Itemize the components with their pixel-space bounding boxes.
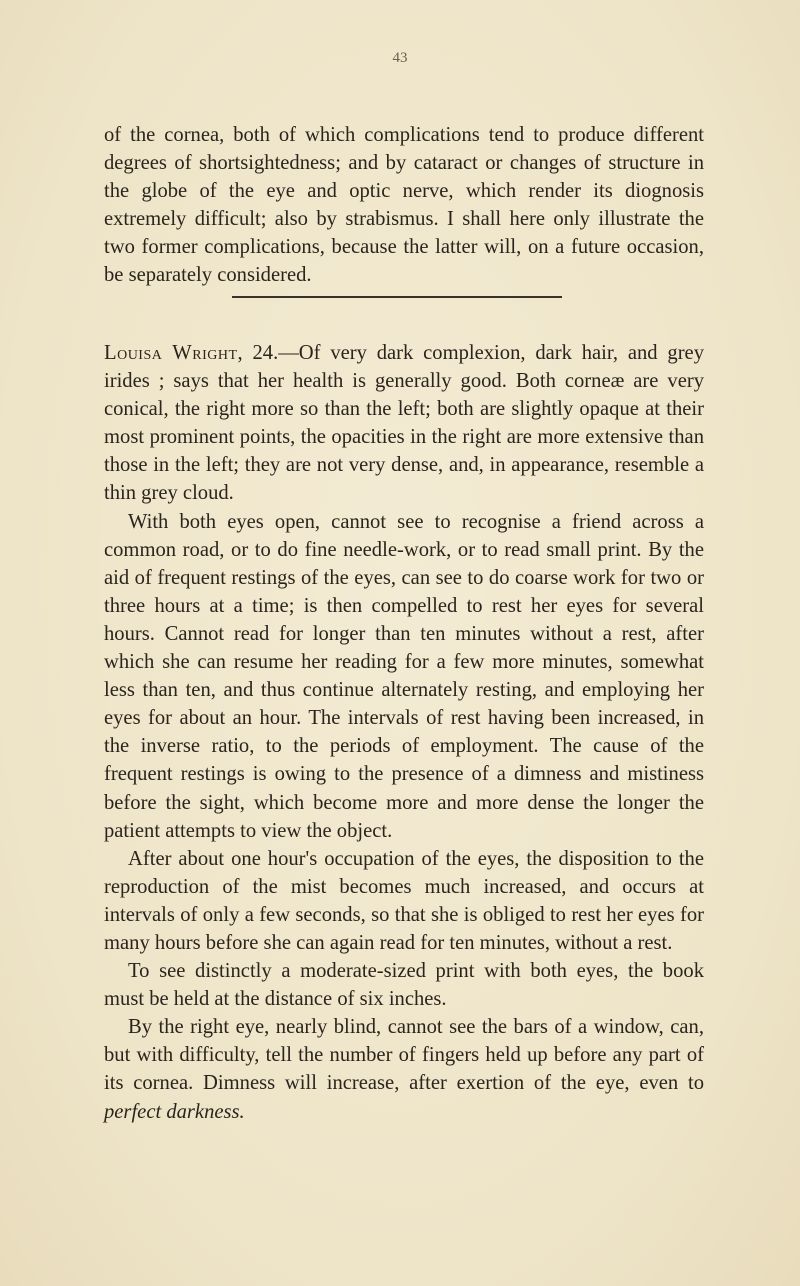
case-paragraph-4: To see distinctly a moderate-sized print with both eyes, the book must be held at the distance of six inches. [104, 960, 704, 1011]
case-paragraph-5-text: By the right eye, nearly blind, cannot see the bars of a window, can, but with difficulty, tell the number of fingers held up before any part of its cornea. Dimness will increase, after exertion of the eye, even to [104, 1016, 704, 1095]
case-intro-paragraph [104, 339, 704, 508]
case-report [104, 339, 704, 1126]
continuation-paragraph: of the cornea, both of which complications tend to produce different degrees of shortsightedness; and by cataract or changes of structure in the globe of the eye and optic nerve, which render its diognosis extremely difficult; also by strabismus. I shall here only illustrate the two former complications, because the latter will, on a future occasion, be separately considered. [104, 124, 704, 287]
case-paragraph-5-italic: perfect darkness. [104, 1100, 245, 1123]
case-intro-text: , 24.—Of very dark complexion, dark hair, and grey irides ; says that her health is generally good. Both corneæ are very conical, the right more so than the left; both are slightly opaque at their most prominent points, the opacities in the right are more extensive than those in the left; they are not very dense, and, in appearance, resemble a thin grey cloud. [104, 342, 704, 505]
case-paragraph-2: With both eyes open, cannot see to recognise a friend across a common road, or to do fine needle-work, or to read small print. By the aid of frequent restings of the eyes, can see to do coarse work for two or three hours at a time; is then compelled to rest her eyes for several hours. Cannot read for longer than ten minutes without a rest, after which she can resume her reading for a few more minutes, somewhat less than ten, and thus continue alternately resting, and employing her eyes for about an hour. The intervals of rest having been increased, in the inverse ratio, to the periods of employment. The cause of the frequent restings is owing to the presence of a dimness and mistiness before the sight, which become more and more dense the longer the patient attempts to view the object. [104, 510, 704, 842]
continuation-block [104, 121, 704, 290]
patient-name: Louisa Wright [104, 342, 238, 364]
case-paragraph-3: After about one hour's occupation of the eyes, the disposition to the reproduction of the mist becomes much increased, and occurs at intervals of only a few seconds, so that she is obliged to rest her eyes for many hours before she can again read for ten minutes, without a rest. [104, 847, 704, 954]
case-paragraph-5 [104, 1013, 704, 1125]
section-divider [232, 296, 562, 298]
page-number: 43 [392, 50, 408, 66]
